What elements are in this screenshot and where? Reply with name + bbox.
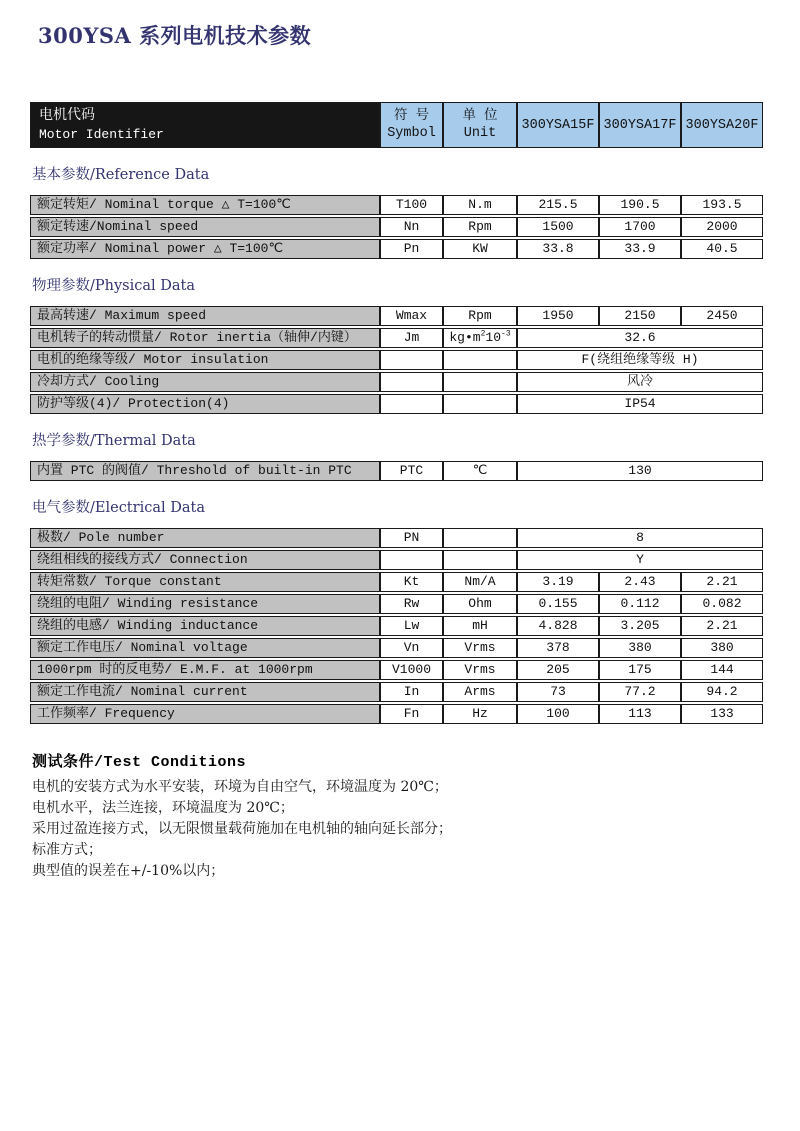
row-label: 额定转速/Nominal speed xyxy=(30,217,380,237)
row-unit xyxy=(443,528,517,548)
test-condition-line: 电机的安装方式为水平安装，环境为自由空气，环境温度为 20℃； xyxy=(32,779,448,795)
row-label: 额定功率/ Nominal power △ T=100℃ xyxy=(30,239,380,259)
row-symbol xyxy=(380,350,443,370)
row-value: 2000 xyxy=(681,217,763,237)
unit-sup: -3 xyxy=(501,329,511,339)
table-row xyxy=(30,461,763,481)
row-span-value: 风冷 xyxy=(517,372,763,392)
section-heading-thermal: 热学参数/Thermal Data xyxy=(32,433,196,449)
row-unit: Arms xyxy=(443,682,517,702)
row-value: 3.205 xyxy=(599,616,681,636)
unit-base: kg•m xyxy=(449,330,481,345)
model-header-300YSA20F: 300YSA20F xyxy=(681,102,763,148)
row-symbol: Vn xyxy=(380,638,443,658)
unit-header xyxy=(443,102,517,148)
table-row xyxy=(30,328,763,348)
model-header-300YSA15F: 300YSA15F xyxy=(517,102,599,148)
electrical-data-table xyxy=(30,526,763,726)
row-symbol xyxy=(380,372,443,392)
row-symbol: Jm xyxy=(380,328,443,348)
table-row xyxy=(30,372,763,392)
model-header-300YSA17F: 300YSA17F xyxy=(599,102,681,148)
row-symbol xyxy=(380,394,443,414)
row-label: 防护等级(4)/ Protection(4) xyxy=(30,394,380,414)
row-label: 绕组相线的接线方式/ Connection xyxy=(30,550,380,570)
row-span-value: 130 xyxy=(517,461,763,481)
row-value: 33.8 xyxy=(517,239,599,259)
row-symbol: Kt xyxy=(380,572,443,592)
row-value: 190.5 xyxy=(599,195,681,215)
section-heading-physical: 物理参数/Physical Data xyxy=(32,278,196,294)
unit-header-zh: 单 位 xyxy=(462,109,498,124)
row-symbol: Fn xyxy=(380,704,443,724)
table-row xyxy=(30,572,763,592)
row-value: 193.5 xyxy=(681,195,763,215)
row-value: 2.43 xyxy=(599,572,681,592)
table-row xyxy=(30,394,763,414)
row-value: 100 xyxy=(517,704,599,724)
row-label: 最高转速/ Maximum speed xyxy=(30,306,380,326)
unit-base: 10 xyxy=(485,330,502,345)
row-value: 1700 xyxy=(599,217,681,237)
row-value: 380 xyxy=(599,638,681,658)
row-symbol: Lw xyxy=(380,616,443,636)
header-row xyxy=(30,102,763,148)
row-value: 3.19 xyxy=(517,572,599,592)
table-row xyxy=(30,704,763,724)
row-symbol: T100 xyxy=(380,195,443,215)
row-value: 2450 xyxy=(681,306,763,326)
row-value: 113 xyxy=(599,704,681,724)
row-symbol: PN xyxy=(380,528,443,548)
row-value: 4.828 xyxy=(517,616,599,636)
row-label: 绕组的电阻/ Winding resistance xyxy=(30,594,380,614)
row-label: 绕组的电感/ Winding inductance xyxy=(30,616,380,636)
row-unit: Rpm xyxy=(443,306,517,326)
table-row xyxy=(30,239,763,259)
table-row xyxy=(30,638,763,658)
section-heading-reference: 基本参数/Reference Data xyxy=(32,167,210,183)
row-value: 1500 xyxy=(517,217,599,237)
test-conditions-heading: 测试条件/Test Conditions xyxy=(32,754,247,771)
row-unit: Ohm xyxy=(443,594,517,614)
row-value: 133 xyxy=(681,704,763,724)
table-row xyxy=(30,660,763,680)
test-condition-line: 典型值的误差在+/-10%以内； xyxy=(32,863,225,879)
row-symbol: V1000 xyxy=(380,660,443,680)
table-row xyxy=(30,350,763,370)
row-label: 电机转子的转动惯量/ Rotor inertia（轴伸/内键） xyxy=(30,328,380,348)
test-condition-line: 标准方式； xyxy=(32,842,102,858)
symbol-header-zh: 符 号 xyxy=(393,109,430,124)
section-heading-electrical: 电气参数/Electrical Data xyxy=(32,500,205,516)
table-row xyxy=(30,594,763,614)
motor-identifier-en: Motor Identifier xyxy=(39,126,164,142)
test-condition-line: 电机水平，法兰连接，环境温度为 20℃； xyxy=(32,800,294,816)
row-symbol: Rw xyxy=(380,594,443,614)
row-symbol: Wmax xyxy=(380,306,443,326)
row-label: 额定转矩/ Nominal torque △ T=100℃ xyxy=(30,195,380,215)
symbol-header-en: Symbol xyxy=(387,126,436,141)
row-symbol: PTC xyxy=(380,461,443,481)
row-value: 1950 xyxy=(517,306,599,326)
row-span-value: Y xyxy=(517,550,763,570)
row-label: 转矩常数/ Torque constant xyxy=(30,572,380,592)
row-label: 额定工作电流/ Nominal current xyxy=(30,682,380,702)
row-label: 额定工作电压/ Nominal voltage xyxy=(30,638,380,658)
row-value: 94.2 xyxy=(681,682,763,702)
row-value: 33.9 xyxy=(599,239,681,259)
thermal-data-table xyxy=(30,459,763,483)
row-unit: Vrms xyxy=(443,638,517,658)
row-unit xyxy=(443,394,517,414)
table-row xyxy=(30,550,763,570)
row-unit: N.m xyxy=(443,195,517,215)
row-unit: Nm/A xyxy=(443,572,517,592)
row-value: 215.5 xyxy=(517,195,599,215)
row-label: 1000rpm 时的反电势/ E.M.F. at 1000rpm xyxy=(30,660,380,680)
row-symbol: Pn xyxy=(380,239,443,259)
row-value: 2.21 xyxy=(681,572,763,592)
row-symbol: In xyxy=(380,682,443,702)
row-value: 175 xyxy=(599,660,681,680)
unit-sup: 2 xyxy=(480,329,486,339)
row-unit: Hz xyxy=(443,704,517,724)
row-value: 378 xyxy=(517,638,599,658)
unit-header-en: Unit xyxy=(463,126,497,141)
row-span-value: F(绕组绝缘等级 H) xyxy=(517,350,763,370)
motor-identifier-zh: 电机代码 xyxy=(39,107,95,124)
page-title: 300YSA 系列电机技术参数 xyxy=(38,23,312,48)
spec-table-header xyxy=(30,100,763,150)
row-span-value: 32.6 xyxy=(517,328,763,348)
reference-data-table xyxy=(30,193,763,261)
row-value: 380 xyxy=(681,638,763,658)
row-value: 0.082 xyxy=(681,594,763,614)
row-label: 电机的绝缘等级/ Motor insulation xyxy=(30,350,380,370)
row-span-value: 8 xyxy=(517,528,763,548)
row-unit: Rpm xyxy=(443,217,517,237)
row-value: 144 xyxy=(681,660,763,680)
row-value: 77.2 xyxy=(599,682,681,702)
row-value: 73 xyxy=(517,682,599,702)
table-row xyxy=(30,616,763,636)
table-row xyxy=(30,306,763,326)
row-label: 极数/ Pole number xyxy=(30,528,380,548)
row-label: 工作频率/ Frequency xyxy=(30,704,380,724)
row-symbol: Nn xyxy=(380,217,443,237)
motor-identifier-header xyxy=(30,102,380,148)
symbol-header xyxy=(380,102,443,148)
row-unit-rotor-inertia xyxy=(443,328,517,348)
row-span-value: IP54 xyxy=(517,394,763,414)
row-value: 0.155 xyxy=(517,594,599,614)
row-value: 2150 xyxy=(599,306,681,326)
table-row xyxy=(30,195,763,215)
row-value: 205 xyxy=(517,660,599,680)
row-label: 内置 PTC 的阀值/ Threshold of built-in PTC xyxy=(30,461,380,481)
row-unit: KW xyxy=(443,239,517,259)
row-value: 0.112 xyxy=(599,594,681,614)
physical-data-table xyxy=(30,304,763,416)
table-row xyxy=(30,217,763,237)
row-label: 冷却方式/ Cooling xyxy=(30,372,380,392)
row-unit: ℃ xyxy=(443,461,517,481)
row-symbol xyxy=(380,550,443,570)
row-unit: Vrms xyxy=(443,660,517,680)
row-unit xyxy=(443,372,517,392)
test-condition-line: 采用过盈连接方式，以无限惯量载荷施加在电机轴的轴向延长部分； xyxy=(32,821,452,837)
table-row xyxy=(30,528,763,548)
row-value: 2.21 xyxy=(681,616,763,636)
row-unit xyxy=(443,550,517,570)
table-row xyxy=(30,682,763,702)
row-value: 40.5 xyxy=(681,239,763,259)
row-unit: mH xyxy=(443,616,517,636)
row-unit xyxy=(443,350,517,370)
